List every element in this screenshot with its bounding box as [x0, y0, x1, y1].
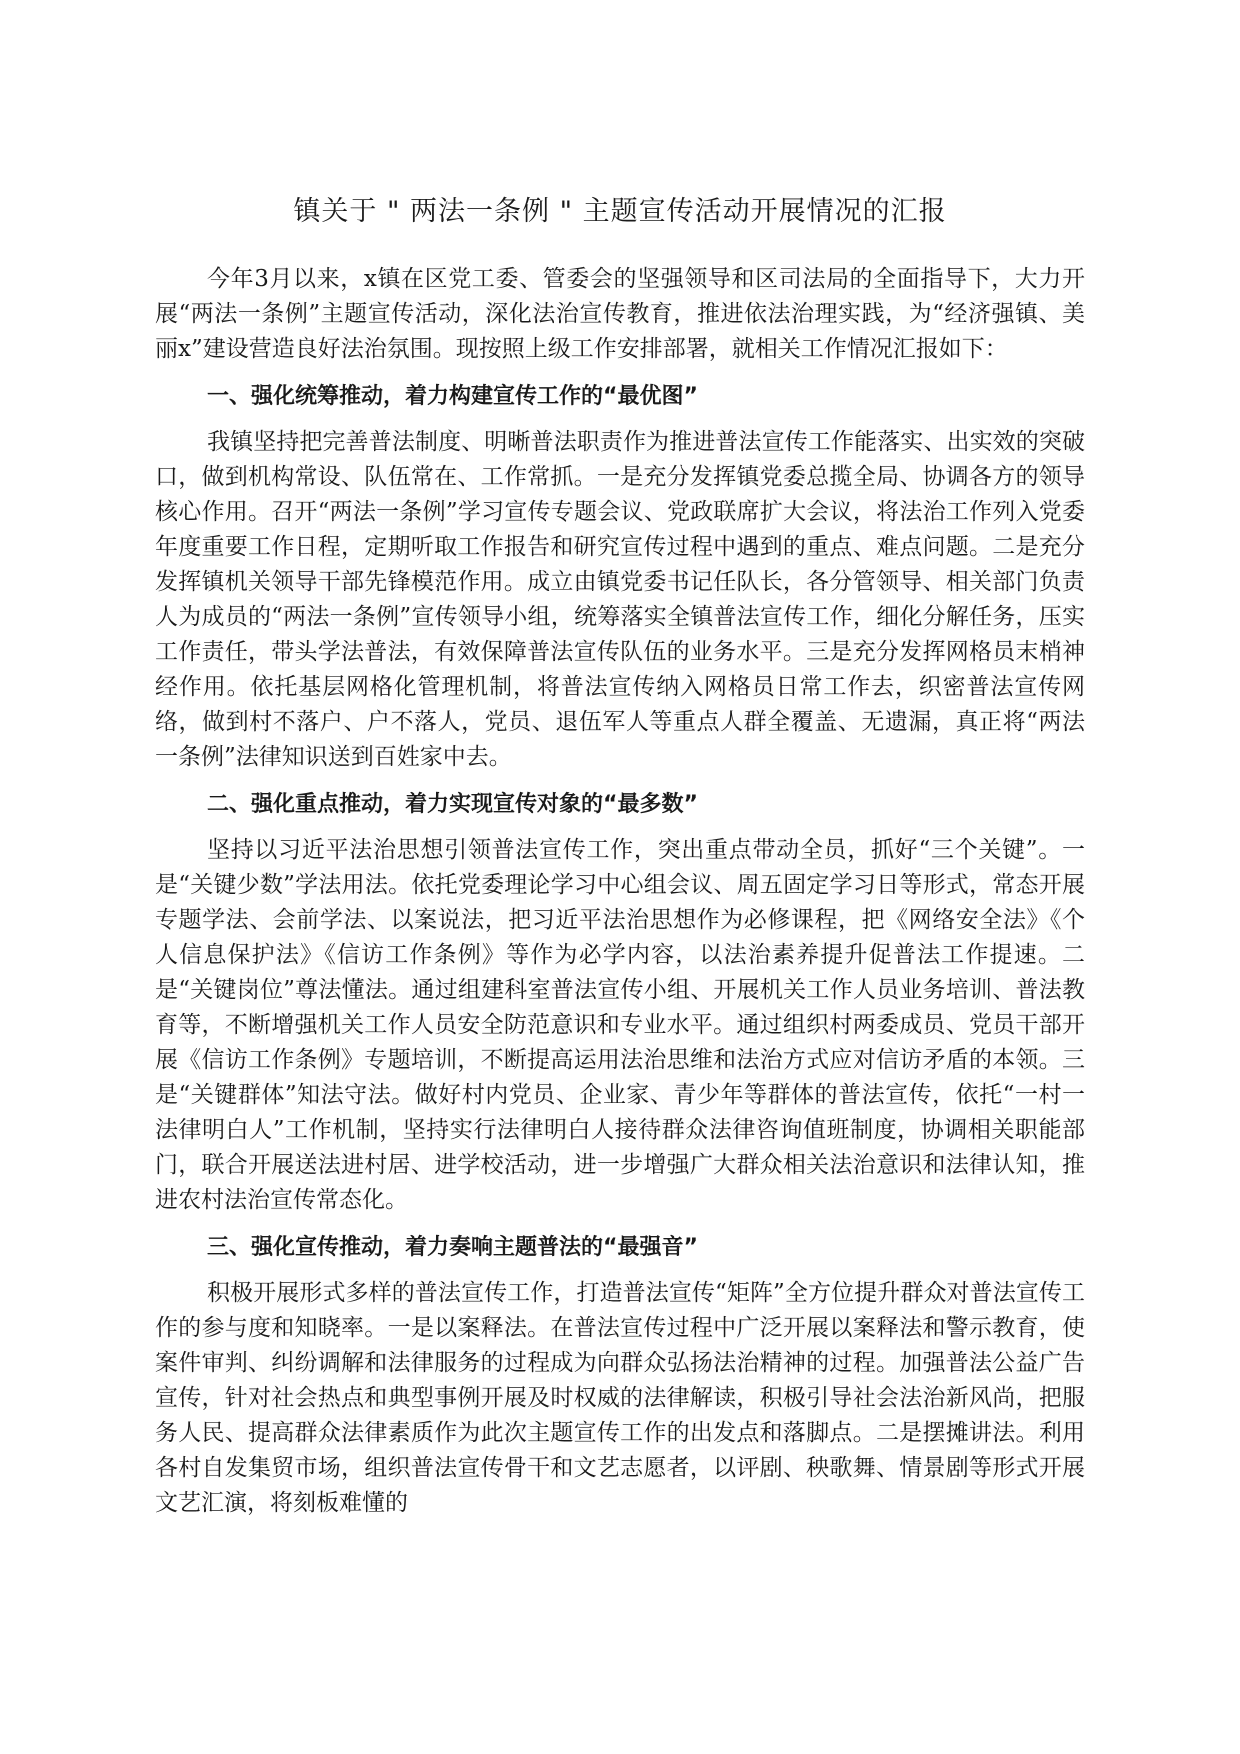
intro-paragraph: 今年3月以来，x镇在区党工委、管委会的坚强领导和区司法局的全面指导下，大力开展“两法一条例”主题宣传活动，深化法治宣传教育，推进依法治理实践，为“经济强镇、美丽x”建设营造良好法治氛围。现按照上级工作安排部署，就相关工作情况汇报如下： [155, 266, 1085, 362]
section-body: 我镇坚持把完善普法制度、明晰普法职责作为推进普法宣传工作能落实、出实效的突破口，做到机构常设、队伍常在、工作常抓。一是充分发挥镇党委总揽全局、协调各方的领导核心作用。召开“两法一条例”学习宣传专题会议、党政联席扩大会议，将法治工作列入党委年度重要工作日程，定期听取工作报告和研究宣传过程中遇到的重点、难点问题。二是充分发挥镇机关领导干部先锋模范作用。成立由镇党委书记任队长，各分管领导、相关部门负责人为成员的“两法一条例”宣传领导小组，统筹落实全镇普法宣传工作，细化分解任务，压实工作责任，带头学法普法，有效保障普法宣传队伍的业务水平。三是充分发挥网格员末梢神经作用。依托基层网格化管理机制，将普法宣传纳入网格员日常工作去，织密普法宣传网络，做到村不落户、户不落人，党员、退伍军人等重点人群全覆盖、无遗漏，真正将“两法一条例”法律知识送到百姓家中去。 [155, 429, 1085, 770]
section-1 [155, 381, 1085, 775]
document-title: 镇关于 " 两法一条例 " 主题宣传活动开展情况的汇报 [293, 196, 947, 227]
section-body: 坚持以习近平法治思想引领普法宣传工作，突出重点带动全员，抓好“三个关键”。一是“关键少数”学法用法。依托党委理论学习中心组会议、周五固定学习日等形式，常态开展专题学法、会前学法、以案说法，把习近平法治思想作为必修课程，把《网络安全法》《个人信息保护法》《信访工作条例》等作为必学内容，以法治素养提升促普法工作提速。二是“关键岗位”尊法懂法。通过组建科室普法宣传小组、开展机关工作人员业务培训、普法教育等，不断增强机关工作人员安全防范意识和专业水平。通过组织村两委成员、党员干部开展《信访工作条例》专题培训，不断提高运用法治思维和法治方式应对信访矛盾的本领。三是“关键群体”知法守法。做好村内党员、企业家、青少年等群体的普法宣传，依托“一村一法律明白人”工作机制，坚持实行法律明白人接待群众法律咨询值班制度，协调相关职能部门，联合开展送法进村居、进学校活动，进一步增强广大群众相关法治意识和法律认知，推进农村法治宣传常态化。 [155, 837, 1085, 1213]
section-body: 积极开展形式多样的普法宣传工作，打造普法宣传“矩阵”全方位提升群众对普法宣传工作的参与度和知晓率。一是以案释法。在普法宣传过程中广泛开展以案释法和警示教育，使案件审判、纠纷调解和法律服务的过程成为向群众弘扬法治精神的过程。加强普法公益广告宣传，针对社会热点和典型事例开展及时权威的法律解读，积极引导社会法治新风尚，把服务人民、提高群众法律素质作为此次主题宣传工作的出发点和落脚点。二是摆摊讲法。利用各村自发集贸市场，组织普法宣传骨干和文艺志愿者，以评剧、秧歌舞、情景剧等形式开展文艺汇演，将刻板难懂的 [155, 1280, 1085, 1516]
section-2 [155, 789, 1085, 1218]
section-3 [155, 1232, 1085, 1521]
section-heading: 一、强化统筹推动，着力构建宣传工作的“最优图” [207, 384, 698, 409]
section-heading: 三、强化宣传推动，着力奏响主题普法的“最强音” [207, 1235, 698, 1260]
section-heading: 二、强化重点推动，着力实现宣传对象的“最多数” [207, 792, 698, 817]
